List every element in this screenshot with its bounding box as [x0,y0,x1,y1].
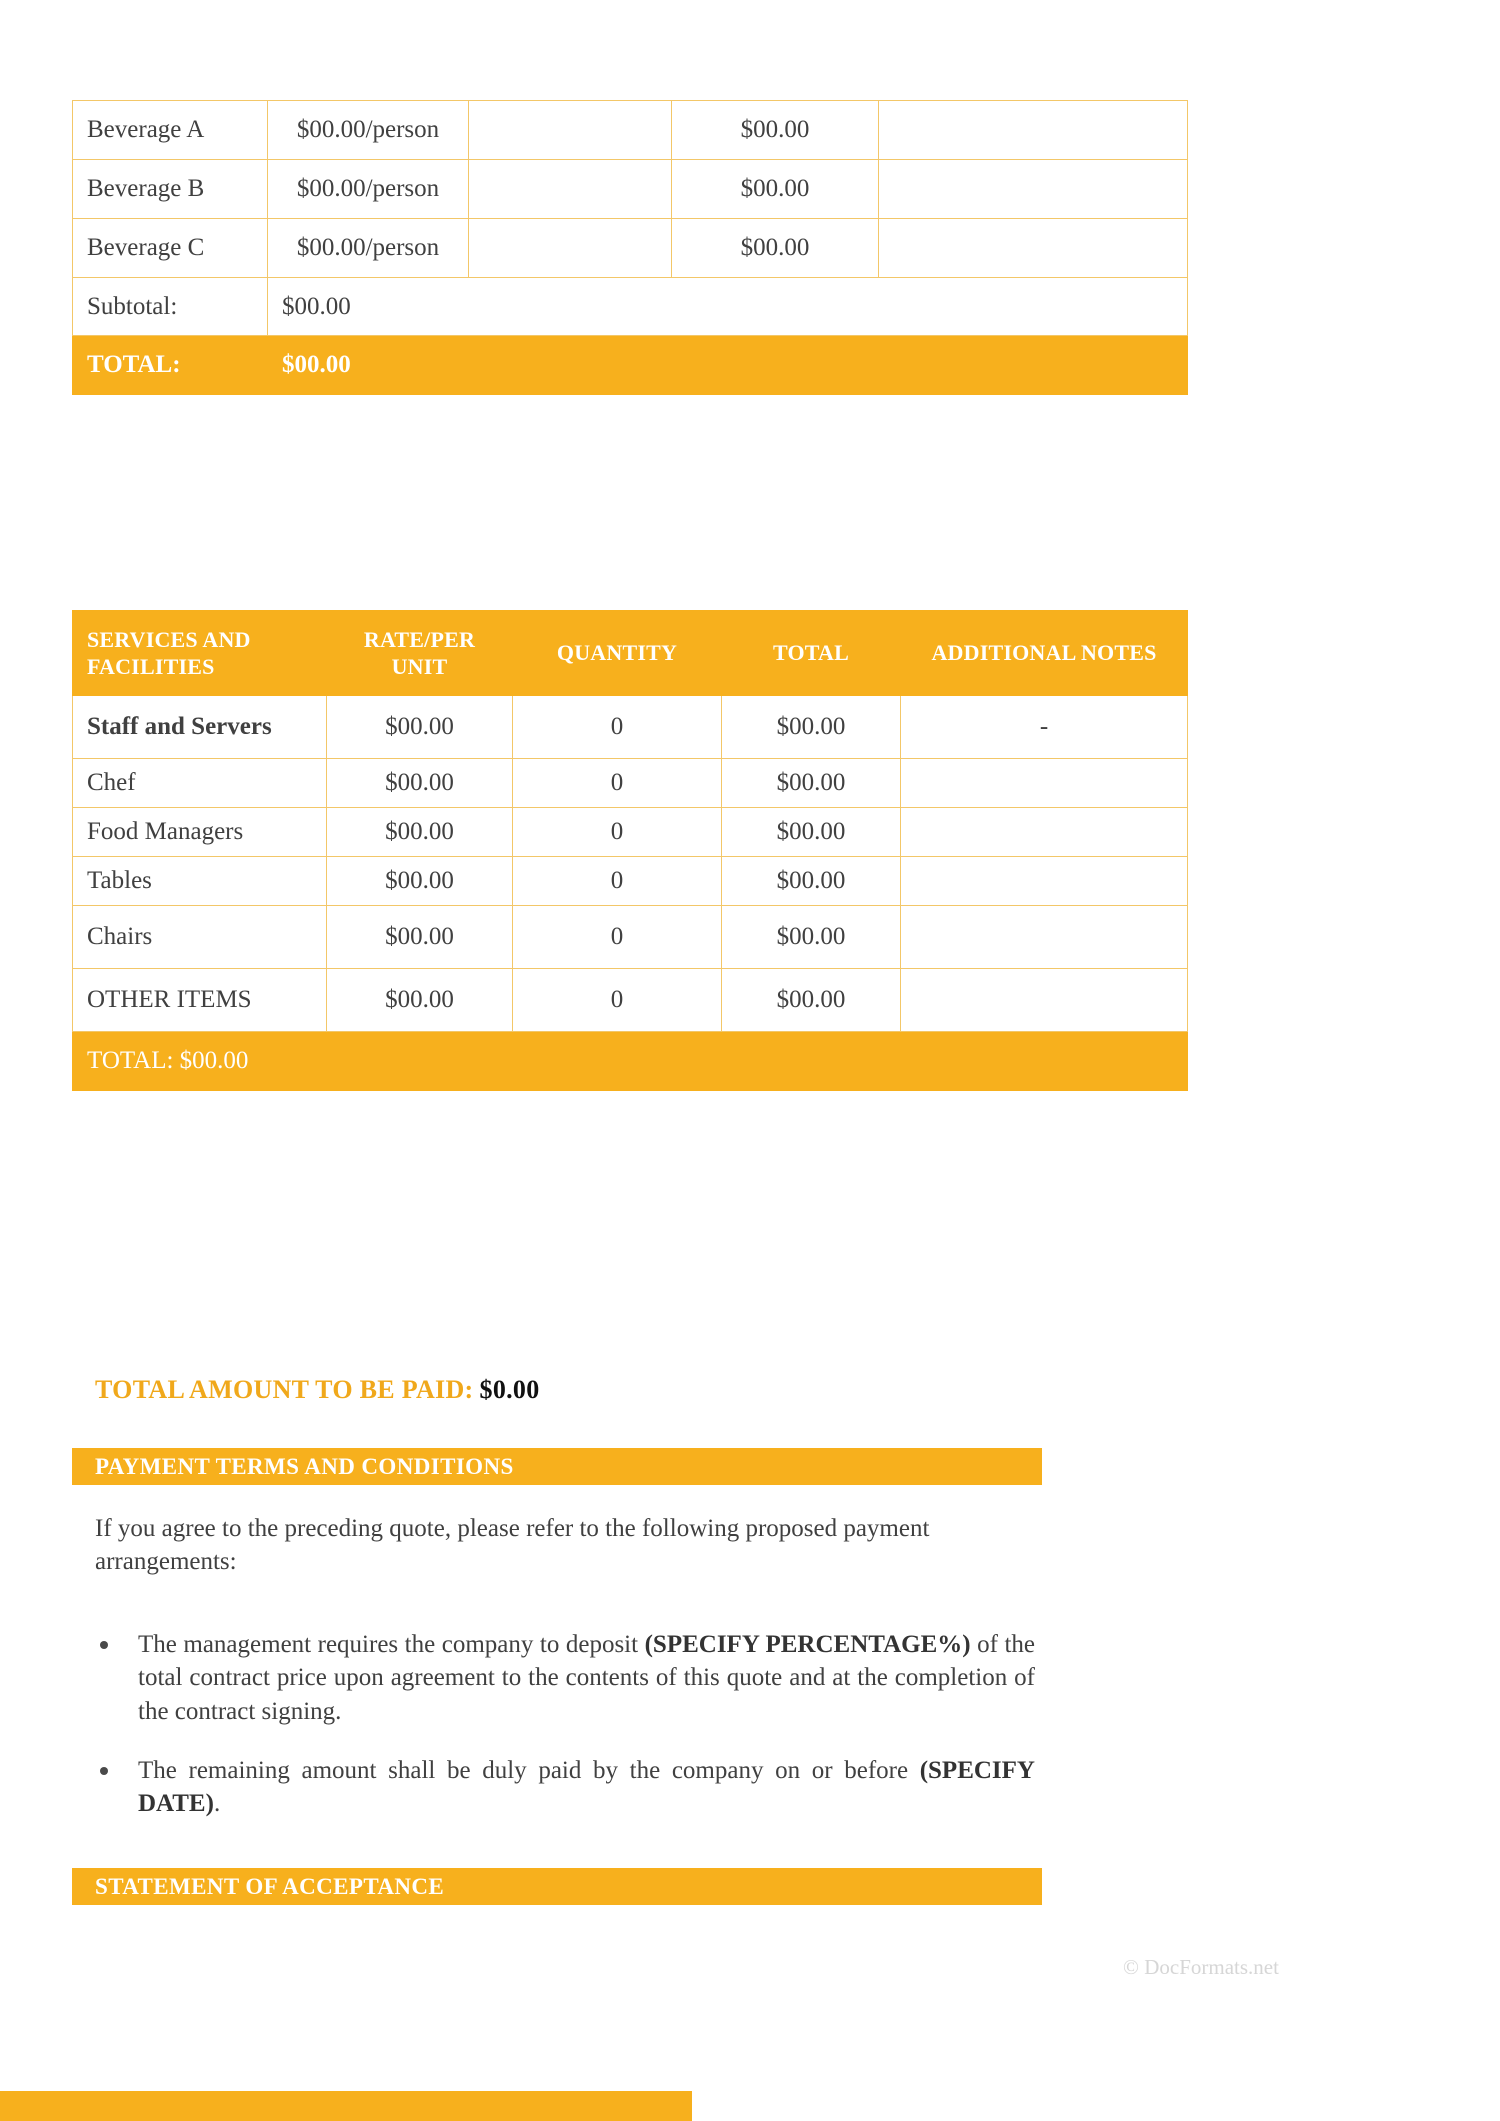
service-item-name: Food Managers [73,808,327,857]
page-bottom-accent-bar [0,2091,692,2121]
service-item-rate: $00.00 [327,906,513,969]
service-item-quantity: 0 [513,696,722,759]
service-item-total: $00.00 [722,808,901,857]
table-row [73,808,1188,857]
service-item-rate: $00.00 [327,696,513,759]
beverage-item-rate: $00.00/person [268,219,469,278]
service-item-notes: - [901,696,1188,759]
table-row [73,696,1188,759]
service-item-name: OTHER ITEMS [73,969,327,1032]
footer-watermark: © DocFormats.net [1123,1955,1279,1979]
beverage-item-notes [879,160,1188,219]
table-row [73,759,1188,808]
bullet-dot-icon [100,1767,108,1775]
services-total-value: TOTAL: $00.00 [73,1032,1188,1091]
total-amount-to-be-paid [95,1375,540,1405]
beverage-subtotal-row [73,278,1188,336]
service-item-total: $00.00 [722,969,901,1032]
beverage-item-rate: $00.00/person [268,101,469,160]
statement-of-acceptance-banner-label: STATEMENT OF ACCEPTANCE [95,1873,445,1899]
table-row [73,219,1188,278]
bullet-dot-icon [100,1641,108,1649]
bullet-text-post: . [213,1790,221,1817]
beverage-subtotal-value: $00.00 [268,278,1188,336]
beverage-item-name: Beverage B [73,160,268,219]
service-item-total: $00.00 [722,696,901,759]
column-header-rate-per-unit: RATE/PER UNIT [327,611,513,696]
column-header-total: TOTAL [722,611,901,696]
beverage-total-label: TOTAL: [73,336,268,395]
beverage-item-notes [879,101,1188,160]
services-table-head [73,611,1188,696]
total-amount-value: $0.00 [479,1375,540,1404]
table-row [73,857,1188,906]
table-row [73,101,1188,160]
beverage-item-quantity [469,101,672,160]
beverage-total-row [73,336,1188,395]
service-item-notes [901,857,1188,906]
service-item-rate: $00.00 [327,808,513,857]
column-header-additional-notes: ADDITIONAL NOTES [901,611,1188,696]
beverage-item-name: Beverage A [73,101,268,160]
service-item-rate: $00.00 [327,969,513,1032]
service-item-notes [901,969,1188,1032]
column-header-services-and-facilities: SERVICES AND FACILITIES [73,611,327,696]
beverage-item-rate: $00.00/person [268,160,469,219]
payment-terms-banner-label: PAYMENT TERMS AND CONDITIONS [95,1453,514,1479]
service-item-quantity: 0 [513,906,722,969]
beverage-subtotal-label: Subtotal: [73,278,268,336]
beverage-item-notes [879,219,1188,278]
service-item-name: Chairs [73,906,327,969]
beverage-table-body [73,101,1188,395]
service-item-name: Chef [73,759,327,808]
table-row [73,160,1188,219]
service-item-notes [901,759,1188,808]
service-item-quantity: 0 [513,857,722,906]
payment-terms-bullet-list [95,1628,1035,1820]
service-item-quantity: 0 [513,808,722,857]
payment-terms-intro-paragraph: If you agree to the preceding quote, please refer to the following proposed payment arrangements: [95,1515,930,1576]
service-item-total: $00.00 [722,759,901,808]
section-header-statement-of-acceptance [72,1868,1042,1905]
beverage-pricing-table [72,100,1188,395]
bullet-text-post: of the total contract price upon agreement to the contents of this quote and at the completion of the contract signing. [138,1631,1035,1725]
beverage-total-value: $00.00 [268,336,1188,395]
bullet-text-emphasis: (SPECIFY PERCENTAGE%) [644,1631,971,1658]
service-item-total: $00.00 [722,906,901,969]
service-item-notes [901,808,1188,857]
table-row [73,906,1188,969]
bullet-text-pre: The remaining amount shall be duly paid by the company on or before [138,1756,920,1784]
services-table-body [73,696,1188,1091]
list-item [95,1628,1035,1728]
table-row [73,969,1188,1032]
service-item-notes [901,906,1188,969]
beverage-item-quantity [469,160,672,219]
services-header-row [73,611,1188,696]
beverage-item-total: $00.00 [672,101,879,160]
beverage-item-quantity [469,219,672,278]
column-header-quantity: QUANTITY [513,611,722,696]
services-and-facilities-table [72,610,1188,1091]
list-item [95,1754,1035,1821]
service-item-rate: $00.00 [327,857,513,906]
total-amount-label: TOTAL AMOUNT TO BE PAID: [95,1375,474,1404]
bullet-text-pre: The management requires the company to deposit [138,1631,645,1658]
service-item-quantity: 0 [513,759,722,808]
section-header-payment-terms [72,1448,1042,1485]
service-item-quantity: 0 [513,969,722,1032]
service-item-name: Staff and Servers [73,696,327,759]
services-total-row [73,1032,1188,1091]
beverage-item-total: $00.00 [672,160,879,219]
service-item-rate: $00.00 [327,759,513,808]
beverage-item-total: $00.00 [672,219,879,278]
service-item-total: $00.00 [722,857,901,906]
service-item-name: Tables [73,857,327,906]
beverage-item-name: Beverage C [73,219,268,278]
bullet-text-emphasis: (SPECIFY DATE) [138,1756,1035,1817]
